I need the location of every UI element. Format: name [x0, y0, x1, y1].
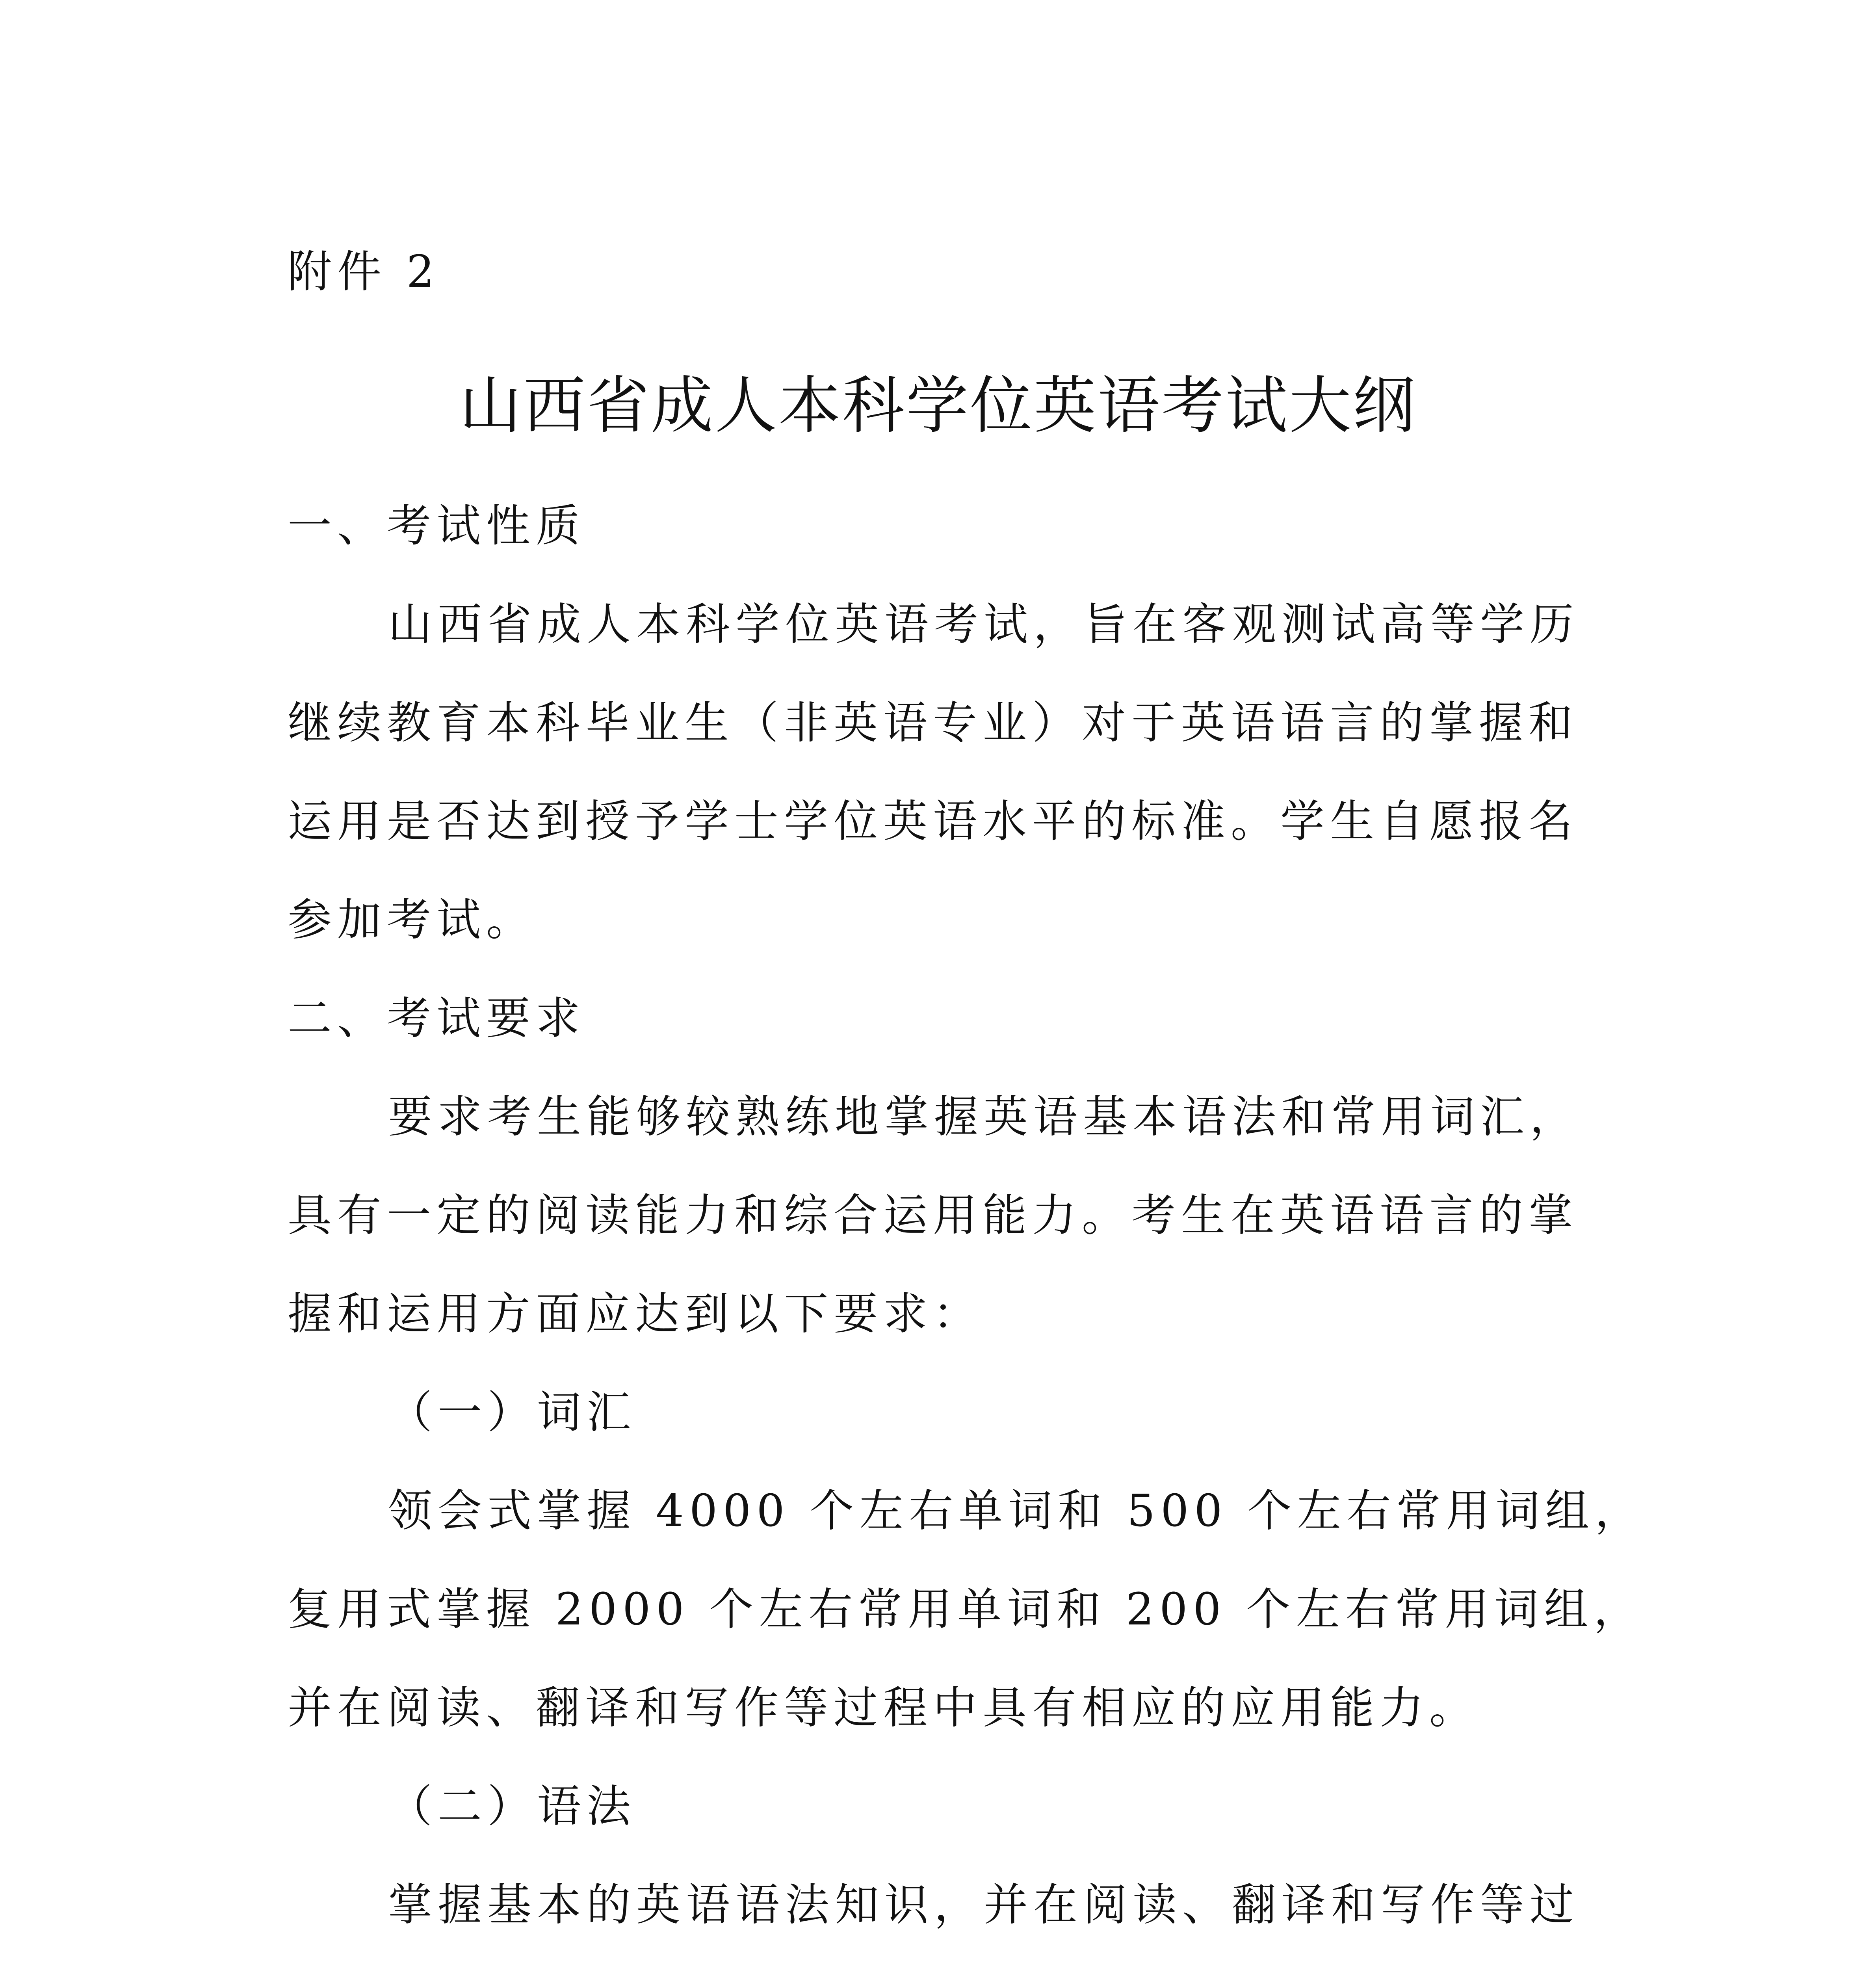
paragraph-line: 具有一定的阅读能力和综合运用能力。考生在英语语言的掌	[288, 1190, 1578, 1241]
paragraph-line: 要求考生能够较熟练地掌握英语基本语法和常用词汇，	[388, 1091, 1579, 1143]
paragraph-line: 参加考试。	[288, 894, 536, 946]
document-title: 山西省成人本科学位英语考试大纲	[459, 370, 1417, 442]
paragraph-line: 并在阅读、翻译和写作等过程中具有相应的应用能力。	[288, 1682, 1479, 1734]
paragraph-line: 运用是否达到授予学士学位英语水平的标准。学生自愿报名	[288, 796, 1578, 847]
paragraph-line: 领会式掌握 4000 个左右单词和 500 个左右常用词组，	[388, 1485, 1645, 1537]
attachment-label: 附件 2	[288, 246, 440, 297]
paragraph-line: 掌握基本的英语语法知识，并在阅读、翻译和写作等过	[388, 1879, 1579, 1931]
section-heading-nature: 一、考试性质	[288, 500, 585, 552]
subsection-heading-grammar: （二）语法	[388, 1781, 636, 1832]
paragraph-line: 继续教育本科毕业生（非英语专业）对于英语语言的掌握和	[288, 697, 1578, 749]
paragraph-line: 山西省成人本科学位英语考试，旨在客观测试高等学历	[388, 599, 1579, 650]
paragraph-line: 握和运用方面应达到以下要求：	[288, 1288, 983, 1340]
section-heading-requirements: 二、考试要求	[288, 993, 585, 1044]
paragraph-line: 复用式掌握 2000 个左右常用单词和 200 个左右常用词组，	[288, 1584, 1644, 1635]
subsection-heading-vocabulary: （一）词汇	[388, 1387, 636, 1438]
